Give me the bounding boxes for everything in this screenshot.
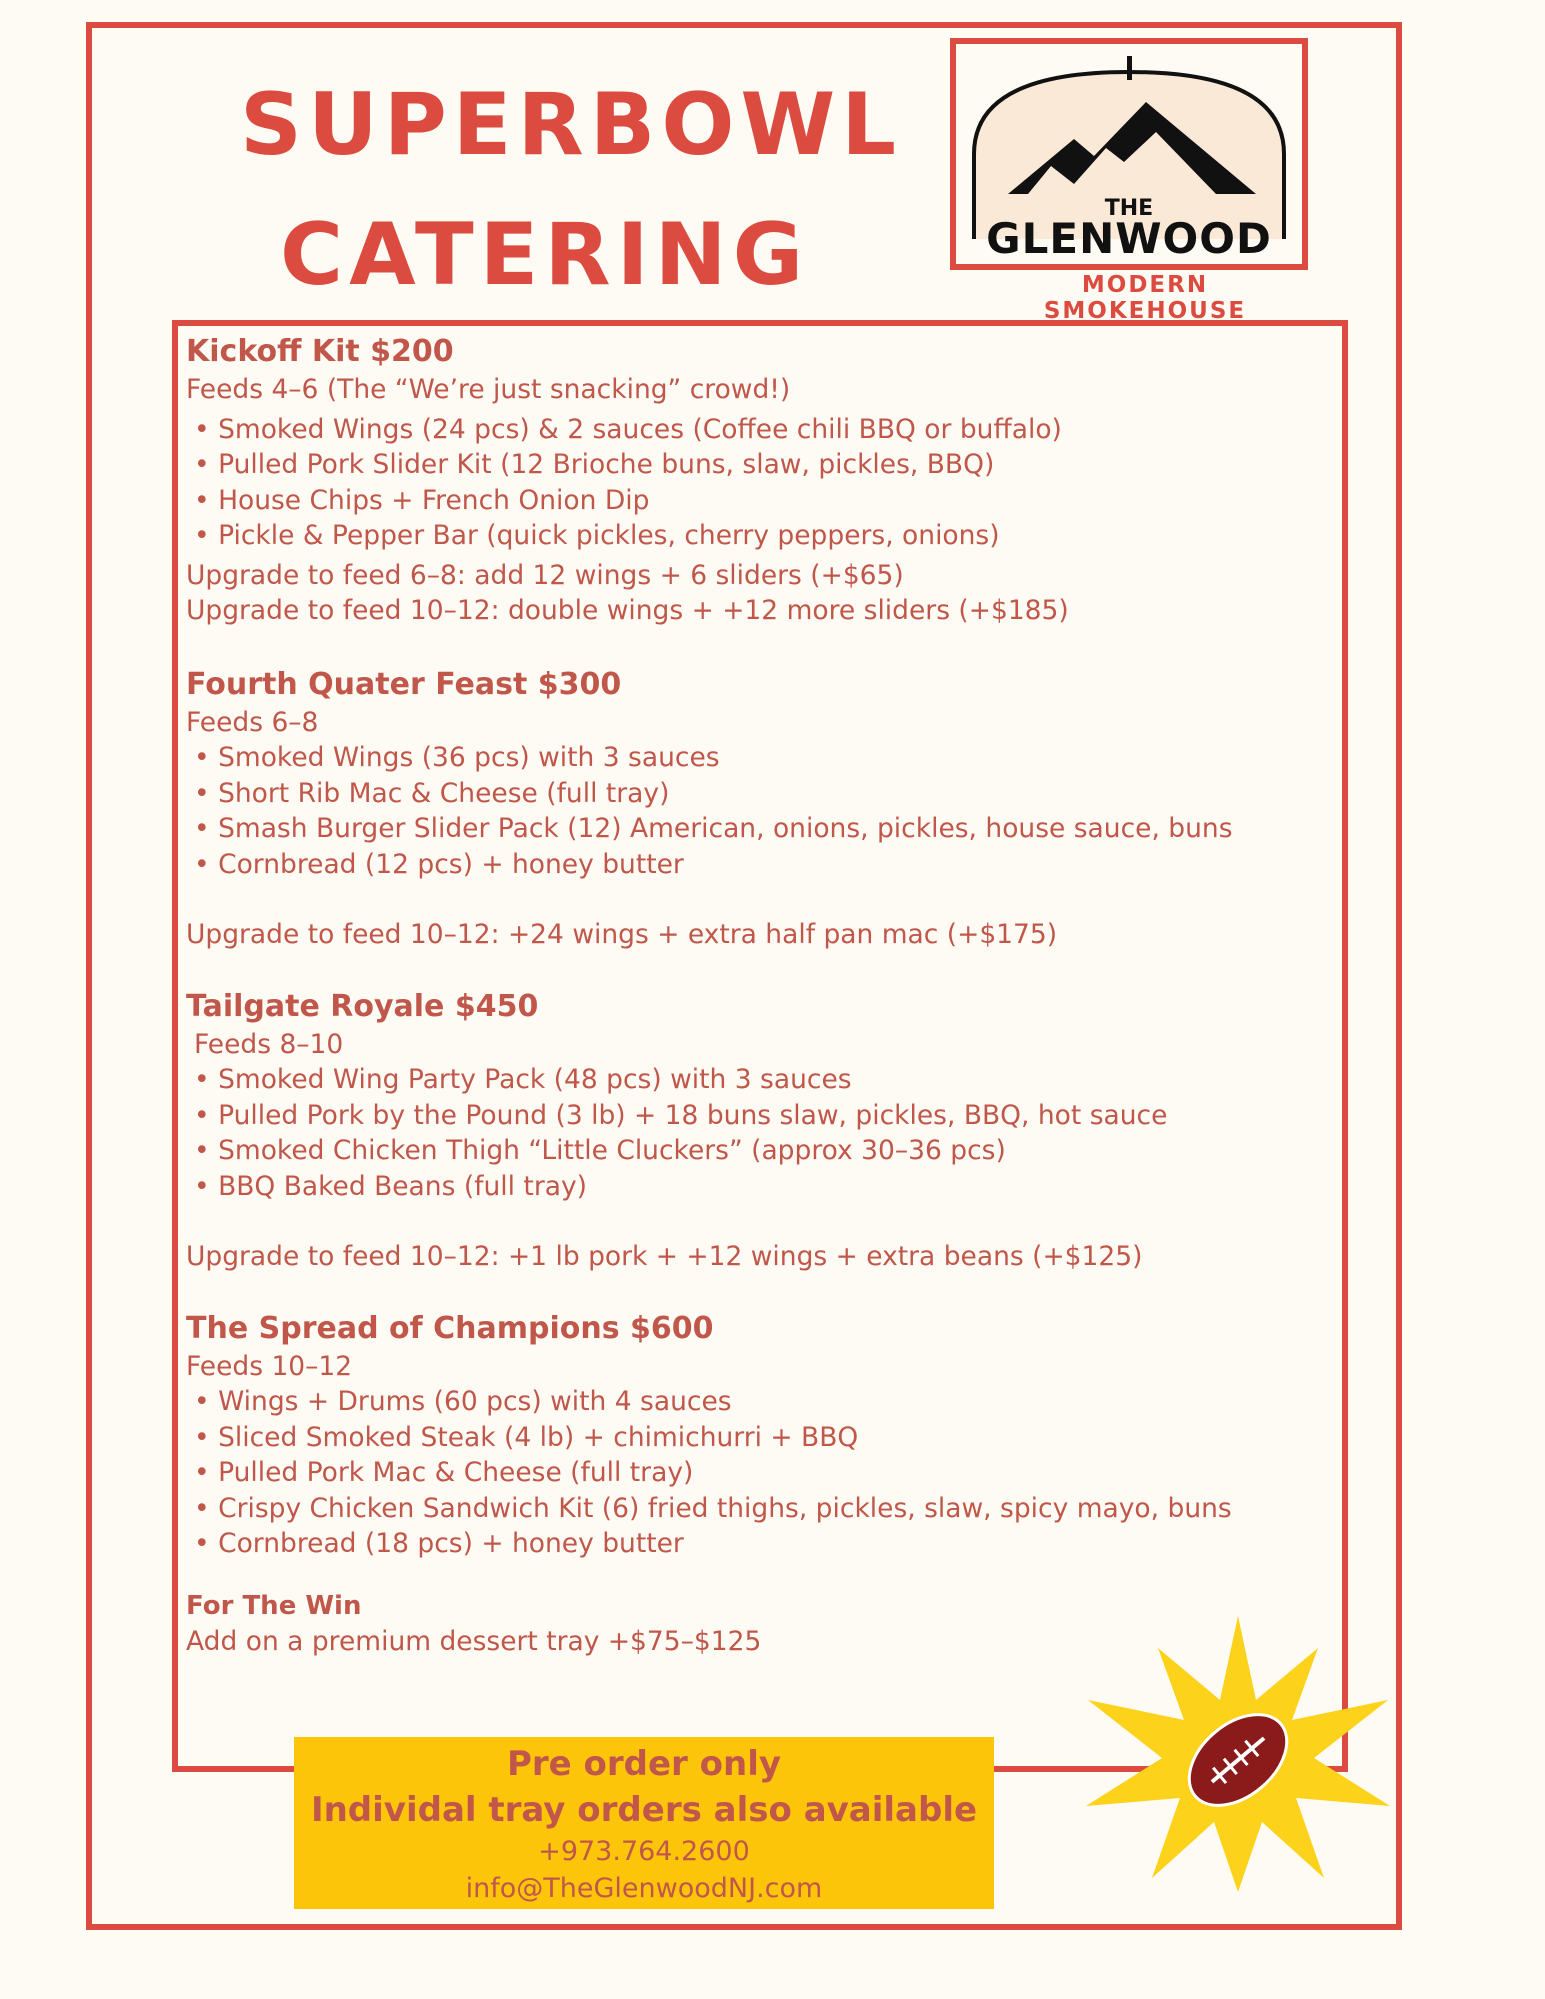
list-item: • House Chips + French Onion Dip <box>186 483 1326 519</box>
preorder-line: Pre order only <box>506 1744 782 1784</box>
package-spread-of-champions <box>186 1309 1326 1562</box>
list-item: • Smash Burger Slider Pack (12) American, onions, pickles, house sauce, buns <box>186 811 1326 847</box>
logo-the-text: THE <box>1104 196 1154 221</box>
list-item: • BBQ Baked Beans (full tray) <box>186 1169 1326 1205</box>
list-item: • Pulled Pork by the Pound (3 lb) + 18 buns slaw, pickles, BBQ, hot sauce <box>186 1098 1326 1134</box>
package-upgrade: Upgrade to feed 10–12: +1 lb pork + +12 wings + extra beans (+$125) <box>186 1241 1143 1272</box>
page-title-line-1: SUPERBOWL <box>240 75 903 175</box>
glenwood-logo <box>950 38 1308 270</box>
list-item: • Pickle & Pepper Bar (quick pickles, cherry peppers, onions) <box>186 518 1326 554</box>
package-title: Tailgate Royale $450 <box>186 988 539 1024</box>
list-item: • Pulled Pork Mac & Cheese (full tray) <box>186 1455 1326 1491</box>
list-item: • Wings + Drums (60 pcs) with 4 sauces <box>186 1384 1326 1420</box>
addon-title: For The Win <box>186 1590 362 1621</box>
preorder-banner <box>294 1737 994 1909</box>
package-feeds: Feeds 10–12 <box>186 1350 353 1382</box>
phone-number: +973.764.2600 <box>538 1836 750 1867</box>
list-item: • Smoked Chicken Thigh “Little Cluckers” (approx 30–36 pcs) <box>186 1133 1326 1169</box>
list-item: • Smoked Wings (36 pcs) with 3 sauces <box>186 740 1326 776</box>
package-items <box>186 1384 1326 1562</box>
package-feeds: Feeds 6–8 <box>186 706 319 738</box>
list-item: • Smoked Wing Party Pack (48 pcs) with 3 sauces <box>186 1062 1326 1098</box>
package-upgrade: Upgrade to feed 10–12: +24 wings + extra half pan mac (+$175) <box>186 919 1058 950</box>
football-burst-icon <box>1078 1608 1398 1898</box>
package-feeds: Feeds 4–6 (The “We’re just snacking” crowd!) <box>186 374 791 405</box>
list-item: • Pulled Pork Slider Kit (12 Brioche buns, slaw, pickles, BBQ) <box>186 447 1326 483</box>
list-item: • Smoked Wings (24 pcs) & 2 sauces (Coffee chili BBQ or buffalo) <box>186 412 1326 448</box>
package-items <box>186 740 1326 882</box>
package-upgrade: Upgrade to feed 10–12: double wings + +12 more sliders (+$185) <box>186 595 1069 626</box>
email-address: info@TheGlenwoodNJ.com <box>465 1873 823 1904</box>
package-kickoff-kit <box>186 332 1326 629</box>
tray-orders-line: Individal tray orders also available <box>310 1790 978 1830</box>
package-title: Fourth Quater Feast $300 <box>186 666 622 702</box>
logo-name-text: GLENWOOD <box>986 214 1272 263</box>
package-tailgate-royale <box>186 987 1326 1275</box>
package-fourth-quarter-feast <box>186 665 1326 953</box>
package-items <box>186 1062 1326 1204</box>
package-title: Kickoff Kit $200 <box>186 334 454 369</box>
list-item: • Sliced Smoked Steak (4 lb) + chimichurri + BBQ <box>186 1420 1326 1456</box>
package-upgrade: Upgrade to feed 6–8: add 12 wings + 6 sliders (+$65) <box>186 559 904 591</box>
menu-content <box>186 332 1326 1659</box>
list-item: • Cornbread (12 pcs) + honey butter <box>186 847 1326 883</box>
list-item: • Cornbread (18 pcs) + honey butter <box>186 1526 1326 1562</box>
package-items <box>186 412 1326 554</box>
page-title-line-2: CATERING <box>280 205 810 305</box>
package-feeds: Feeds 8–10 <box>194 1028 344 1060</box>
list-item: • Crispy Chicken Sandwich Kit (6) fried thighs, pickles, slaw, spicy mayo, buns <box>186 1491 1326 1527</box>
package-title: The Spread of Champions $600 <box>186 1310 714 1346</box>
addon-text: Add on a premium dessert tray +$75–$125 <box>186 1625 762 1657</box>
logo-tagline: MODERN SMOKEHOUSE <box>1043 272 1247 324</box>
list-item: • Short Rib Mac & Cheese (full tray) <box>186 776 1326 812</box>
